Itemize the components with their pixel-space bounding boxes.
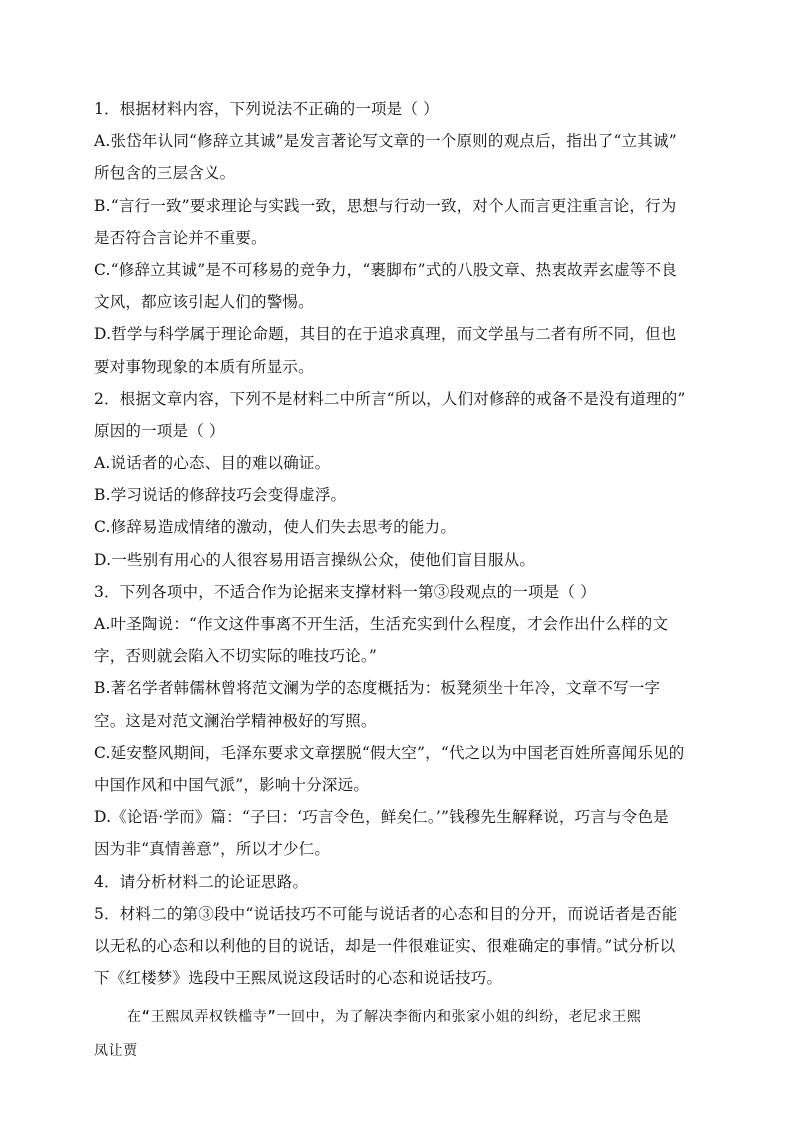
question-3-option-c: C.延安整风期间，毛泽东要求文章摆脱“假大空”，“代之以为中国老百姓所喜闻乐见的 [94, 743, 685, 762]
question-5-stem-cont-1: 以无私的心态和以利他的目的说话，却是一件很难证实、很难确定的事情。”试分析以 [94, 936, 676, 955]
question-1-option-a-cont: 所包含的三层含义。 [94, 164, 236, 183]
question-1-stem: 1．根据材料内容，下列说法不正确的一项是（ ） [94, 100, 439, 118]
question-2-stem: 2．根据文章内容，下列不是材料二中所言“所以，人们对修辞的戒备不是没有道理的” [94, 389, 686, 408]
question-3-option-a: A.叶圣陶说：“作文这件事离不开生活，生活充实到什么程度，才会作出什么样的文 [94, 615, 669, 633]
question-2-option-c: C.修辞易造成情绪的激动，使人们失去思考的能力。 [94, 518, 457, 537]
question-1-option-c-cont: 文风，都应该引起人们的警惕。 [94, 293, 314, 312]
question-1-option-b: B.“言行一致”要求理论与实践一致，思想与行动一致，对个人而言更注重言论，行为 [94, 196, 677, 215]
question-2-option-b: B.学习说话的修辞技巧会变得虚浮。 [94, 486, 347, 505]
passage-line-2: 凤让贾 [94, 1043, 138, 1060]
question-1-option-b-cont: 是否符合言论并不重要。 [94, 228, 267, 247]
question-3-option-d: D.《论语·学而》篇：“子曰：‘巧言令色，鲜矣仁。’”钱穆先生解释说，巧言与令色是 [94, 808, 669, 827]
question-3-option-b: B.著名学者韩儒林曾将范文澜为学的态度概括为：板凳须坐十年冷，文章不写一字 [94, 679, 661, 698]
question-2-stem-cont: 原因的一项是（ ） [94, 421, 225, 440]
question-2-option-d: D.一些别有用心的人很容易用语言操纵公众，使他们盲目服从。 [94, 550, 536, 569]
question-3-option-a-cont: 字，否则就会陷入不切实际的唯技巧论。” [94, 647, 377, 666]
question-5-stem-cont-2: 下《红楼梦》选段中王熙凤说这段话时的心态和说话技巧。 [94, 969, 503, 988]
passage-line-1: 在“王熙凤弄权铁槛寺”一回中，为了解决李衙内和张家小姐的纠纷，老尼求王熙 [127, 1009, 642, 1026]
question-5-stem: 5．材料二的第③段中“说话技巧不可能与说话者的心态和目的分开，而说话者是否能 [94, 904, 678, 923]
exam-page [94, 93, 706, 1068]
question-4-stem: 4．请分析材料二的论证思路。 [94, 872, 309, 891]
question-1-option-d: D.哲学与科学属于理论命题，其目的在于追求真理，而文学虽与二者有所不同，但也 [94, 325, 677, 344]
question-1-option-d-cont: 要对事物现象的本质有所显示。 [94, 357, 314, 376]
question-1-option-c: C.“修辞立其诚”是不可移易的竞争力，“裹脚布”式的八股文章、热衷故弄玄虚等不良 [94, 260, 677, 279]
question-3-option-c-cont: 中国作风和中国气派”，影响十分深远。 [94, 775, 370, 794]
question-3-option-d-cont: 因为非“真情善意”，所以才少仁。 [94, 840, 331, 859]
question-1-option-a: A.张岱年认同“修辞立其诚”是发言著论写文章的一个原则的观点后，指出了“立其诚” [94, 132, 677, 151]
question-3-option-b-cont: 空。这是对范文澜治学精神极好的写照。 [94, 711, 377, 730]
question-3-stem: 3．下列各项中，不适合作为论据来支撑材料一第③段观点的一项是（ ） [94, 582, 596, 601]
question-2-option-a: A.说话者的心态、目的难以确证。 [94, 454, 331, 473]
